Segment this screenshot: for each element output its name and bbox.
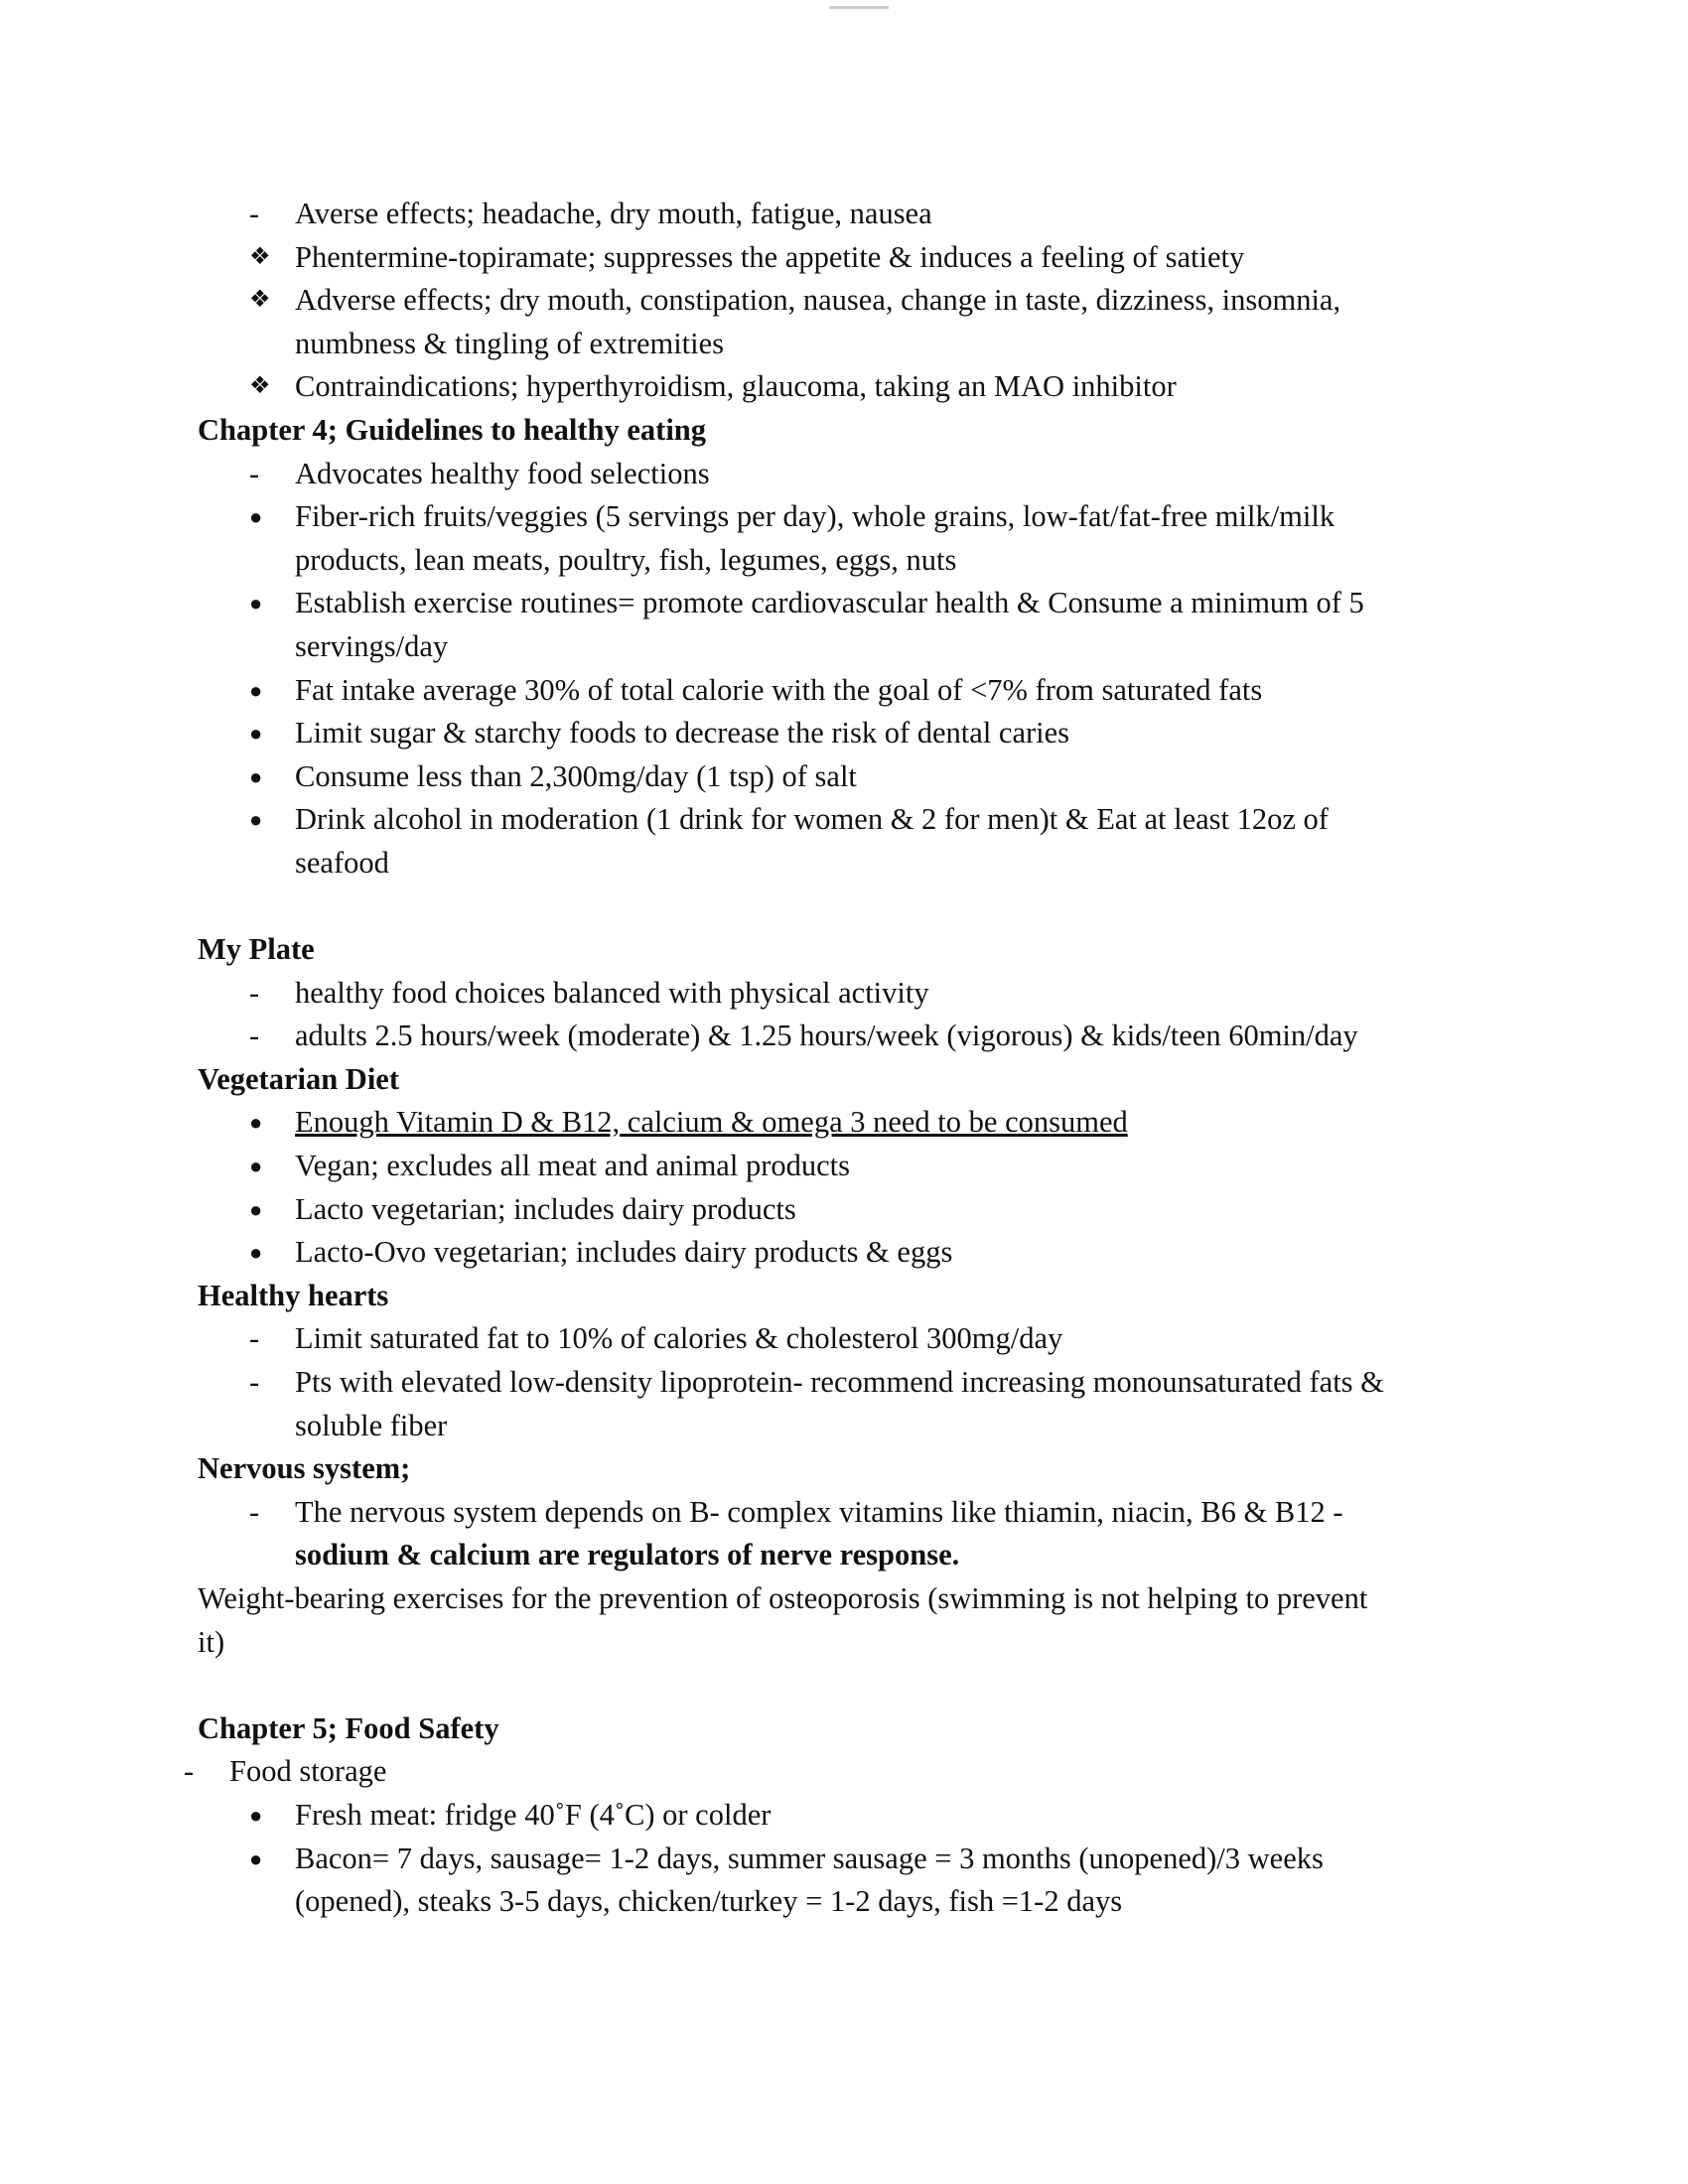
line-text: Lacto vegetarian; includes dairy products [295, 1191, 796, 1226]
list-item [0, 712, 1688, 755]
line-text: Nervous system; [198, 1451, 411, 1486]
bullet-dot-icon: ● [249, 763, 263, 789]
line-text: it) [198, 1624, 225, 1659]
list-item [0, 236, 1688, 280]
line-text: servings/day [295, 628, 449, 663]
bullet-dash-icon: - [249, 1019, 260, 1053]
line-text: Fiber-rich fruits/veggies (5 servings per day), whole grains, low-fat/fat-free milk/milk [295, 499, 1336, 534]
bullet-dash-icon: - [249, 1494, 260, 1529]
line-text: Adverse effects; dry mouth, constipation, nausea, change in taste, dizziness, insomnia, [295, 283, 1341, 318]
bullet-dot-icon: ● [249, 591, 263, 616]
list-item [0, 1838, 1688, 1881]
list-item [0, 972, 1688, 1016]
list-item [0, 193, 1688, 236]
bullet-dash-icon: - [249, 197, 260, 230]
line-text: Chapter 4; Guidelines to healthy eating [198, 412, 707, 447]
line-text: Advocates healthy food selections [295, 456, 710, 490]
line-text: healthy food choices balanced with physical activity [295, 975, 929, 1010]
line-text: adults 2.5 hours/week (moderate) & 1.25 hours/week (vigorous) & kids/teen 60min/day [295, 1019, 1358, 1053]
text-line [0, 842, 1688, 886]
blank-line [0, 1664, 1688, 1707]
list-item [0, 582, 1688, 625]
line-text: Chapter 5; Food Safety [198, 1710, 499, 1745]
blank-line [0, 886, 1688, 929]
section-heading [0, 1447, 1688, 1491]
list-item [0, 1145, 1688, 1188]
text-line [0, 323, 1688, 366]
line-text: sodium & calcium are regulators of nerve response. [295, 1538, 960, 1572]
list-item [0, 1231, 1688, 1275]
bullet-dash-icon: - [249, 456, 260, 490]
line-text: Healthy hearts [198, 1278, 389, 1312]
line-text: (opened), steaks 3-5 days, chicken/turkey = 1-2 days, fish =1-2 days [295, 1884, 1123, 1919]
line-text: Lacto-Ovo vegetarian; includes dairy products & eggs [295, 1235, 953, 1270]
list-item [0, 1188, 1688, 1232]
bullet-dot-icon: ● [249, 1196, 263, 1222]
bullet-diamond-icon: ❖ [249, 287, 271, 314]
line-text: soluble fiber [295, 1408, 448, 1442]
line-text: The nervous system depends on B- complex vitamins like thiamin, niacin, B6 & B12 - [295, 1494, 1343, 1529]
section-heading [0, 1058, 1688, 1102]
list-item [0, 1491, 1688, 1535]
section-heading [0, 1275, 1688, 1318]
line-text: Vegan; excludes all meat and animal products [295, 1149, 850, 1183]
list-item [0, 365, 1688, 409]
line-text: products, lean meats, poultry, fish, legumes, eggs, nuts [295, 542, 957, 577]
bullet-dot-icon: ● [249, 1110, 263, 1136]
line-text: Bacon= 7 days, sausage= 1-2 days, summer sausage = 3 months (unopened)/3 weeks [295, 1841, 1324, 1875]
document-body [0, 193, 1688, 1924]
line-text: Consume less than 2,300mg/day (1 tsp) of salt [295, 758, 857, 793]
text-line [0, 1880, 1688, 1924]
bullet-dot-icon: ● [249, 1845, 263, 1871]
bullet-dash-icon: - [184, 1754, 195, 1789]
bullet-dash-icon: - [249, 975, 260, 1010]
text-line [0, 1405, 1688, 1448]
section-heading [0, 409, 1688, 453]
line-text: Enough Vitamin D & B12, calcium & omega 3 need to be consumed [295, 1105, 1128, 1140]
bullet-dot-icon: ● [249, 1240, 263, 1266]
page-header-mark [829, 6, 889, 9]
section-heading [0, 1707, 1688, 1751]
bullet-dot-icon: ● [249, 504, 263, 530]
list-item [0, 798, 1688, 842]
list-item [0, 755, 1688, 799]
list-item [0, 495, 1688, 539]
line-text: Averse effects; headache, dry mouth, fatigue, nausea [295, 197, 932, 230]
text-line [0, 1621, 1688, 1665]
bullet-diamond-icon: ❖ [249, 373, 271, 400]
text-line [0, 625, 1688, 669]
list-item [0, 1101, 1688, 1145]
line-text: Drink alcohol in moderation (1 drink for women & 2 for men)t & Eat at least 12oz of [295, 802, 1329, 837]
line-text: Establish exercise routines= promote cardiovascular health & Consume a minimum of 5 [295, 586, 1364, 620]
text-line [0, 539, 1688, 583]
list-item [0, 1015, 1688, 1058]
line-text: Food storage [229, 1754, 387, 1789]
bullet-dot-icon: ● [249, 807, 263, 833]
bullet-dash-icon: - [249, 1365, 260, 1400]
line-text: Limit saturated fat to 10% of calories & cholesterol 300mg/day [295, 1321, 1063, 1356]
line-text: Vegetarian Diet [198, 1061, 400, 1096]
text-line [0, 1534, 1688, 1577]
list-item [0, 453, 1688, 496]
line-text: Fresh meat: fridge 40˚F (4˚C) or colder [295, 1797, 772, 1832]
line-text: My Plate [198, 932, 315, 967]
line-text: Limit sugar & starchy foods to decrease the risk of dental caries [295, 716, 1070, 751]
list-item [0, 1794, 1688, 1838]
bullet-dot-icon: ● [249, 1802, 263, 1828]
bullet-dot-icon: ● [249, 721, 263, 747]
line-text: Weight-bearing exercises for the prevention of osteoporosis (swimming is not helping to prevent [198, 1581, 1368, 1615]
line-text: Fat intake average 30% of total calorie with the goal of <7% from saturated fats [295, 672, 1263, 707]
list-item [0, 1317, 1688, 1361]
list-item [0, 1750, 1688, 1794]
list-item [0, 279, 1688, 323]
list-item [0, 1361, 1688, 1405]
line-text: Phentermine-topiramate; suppresses the appetite & induces a feeling of satiety [295, 239, 1245, 274]
list-item [0, 669, 1688, 713]
bullet-dot-icon: ● [249, 1154, 263, 1179]
text-line [0, 1577, 1688, 1621]
line-text: seafood [295, 845, 389, 880]
bullet-dash-icon: - [249, 1321, 260, 1356]
line-text: numbness & tingling of extremities [295, 326, 725, 360]
bullet-dot-icon: ● [249, 677, 263, 703]
section-heading [0, 928, 1688, 972]
line-text: Contraindications; hyperthyroidism, glaucoma, taking an MAO inhibitor [295, 369, 1177, 404]
line-text: Pts with elevated low-density lipoprotein- recommend increasing monounsaturated fats & [295, 1365, 1384, 1400]
bullet-diamond-icon: ❖ [249, 243, 271, 270]
